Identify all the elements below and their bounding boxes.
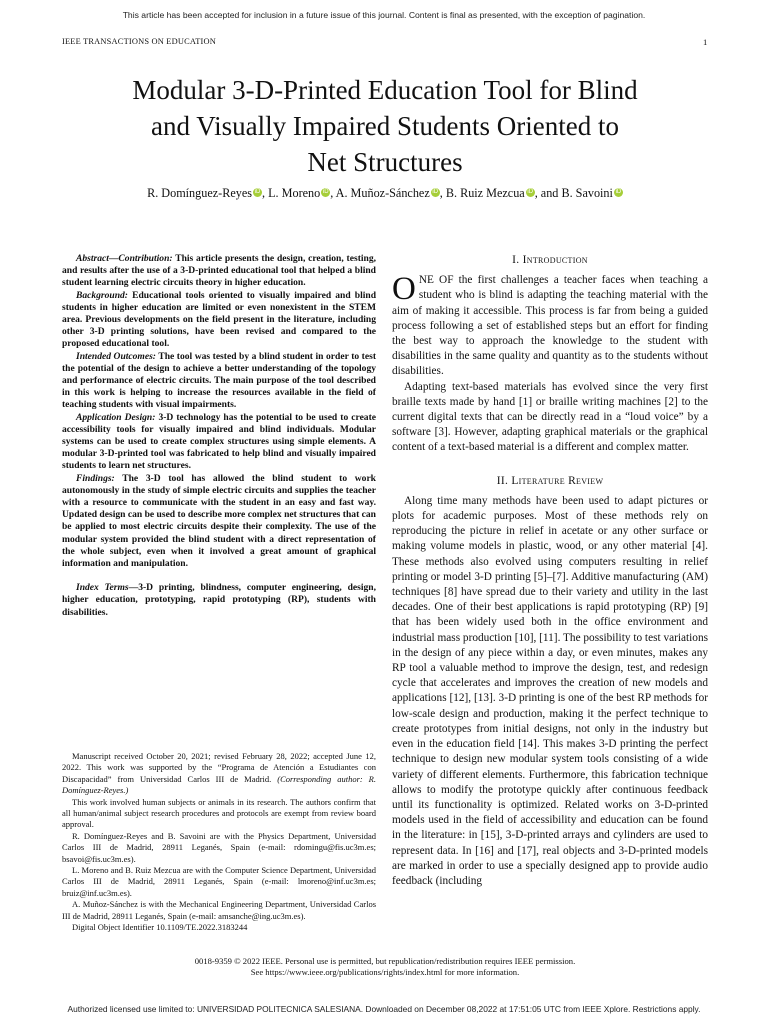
- author-name: , and B. Savoini: [534, 186, 613, 200]
- footnotes: [62, 751, 376, 934]
- abstract-outcomes: Intended Outcomes: The tool was tested by a blind student in order to test the potential of the design to achieve a better understanding of the topology and performance of electric circuits. The main purpose of the tool described in this work is helping to increase the resources available in the field of teaching students with visual impairments.: [62, 350, 376, 411]
- running-head: IEEE TRANSACTIONS ON EDUCATION: [62, 37, 217, 46]
- footnote-affiliation: A. Muñoz-Sánchez is with the Mechanical Engineering Department, Universidad Carlos III de Madrid, 28911 Leganés, Spain (e-mail: amsanche@ing.uc3m.es).: [62, 899, 376, 921]
- title-line-1: Modular 3-D-Printed Education Tool for Blind: [132, 75, 638, 105]
- copyright-notice: [60, 956, 710, 978]
- orcid-icon[interactable]: iD: [527, 189, 534, 195]
- orcid-icon[interactable]: iD: [254, 189, 261, 195]
- page-number: 1: [703, 37, 708, 47]
- abstract-design: Application Design: 3-D technology has the potential to be used to create accessibility tools for visually impaired and blind individuals. Modular systems can be used to create complex structures using simple elements. A modular 3-D-printed tool was fabricated to help blind and visually impaired students to learn net structures.: [62, 411, 376, 472]
- footnote-ethics: This work involved human subjects or animals in its research. The authors confirm that all human/animal subject research procedures and protocols are exempt from review board approval.: [62, 796, 376, 830]
- footnote-affiliation: R. Domínguez-Reyes and B. Savoini are with the Physics Department, Universidad Carlos III de Madrid, 28911 Leganés, Spain (e-mail: rdomingu@fis.uc3m.es; bsavoi@fis.uc3m.es).: [62, 830, 376, 864]
- author-name: , A. Muñoz-Sánchez: [330, 186, 430, 200]
- copyright-line: 0018-9359 © 2022 IEEE. Personal use is permitted, but republication/redistribution requires IEEE permission.: [194, 956, 576, 966]
- section-heading-introduction: I. Introduction: [512, 254, 588, 266]
- abstract-contribution: Abstract—Contribution: This article presents the design, creation, testing, and results after the use of a 3-D-printed educational tool that helped a blind student learning electric circuits theory in higher education.: [62, 253, 376, 289]
- orcid-icon[interactable]: iD: [432, 189, 439, 195]
- paper-title: [60, 72, 710, 180]
- author-list: [60, 186, 710, 201]
- drop-cap: O: [392, 271, 416, 308]
- abstract-findings: Findings: The 3-D tool has allowed the blind student to work autonomously in the study of simple electric circuits and supplies the teacher with a resource to communicate with the student in an easy and fast way. Updated design can be used to describe more complex net structures that can be applied to most electric circuits despite their complexity. The use of the modular system provided the blind student with a direct representation of the whole subject, even when it involved a great amount of graphical information and manipulation.: [62, 472, 376, 570]
- abstract-background: Background: Educational tools oriented to visually impaired and blind students in higher education are limited or even nonexistent in the STEM area. Previous developments on the field present in the literature, including other 3-D printing solutions, have been revised and compared to the proposed educational tool.: [62, 289, 376, 350]
- abstract-lead: Abstract—Contribution:: [76, 253, 173, 264]
- author-name: , B. Ruiz Mezcua: [439, 186, 525, 200]
- section-heading-literature-review: II. Literature Review: [496, 474, 604, 487]
- body-column: [392, 253, 708, 889]
- orcid-icon[interactable]: iD: [615, 189, 622, 195]
- index-terms: Index Terms—3-D printing, blindness, computer engineering, design, higher education, prototyping, rapid prototyping (RP), students with disabilities.: [62, 582, 376, 618]
- footnote-manuscript: Manuscript received October 20, 2021; revised February 28, 2022; accepted June 12, 2022. This work was supported by the “Programa de Atención a Estudiantes con Discapacidad” from Universidad Carlos III de Madrid. (Corresponding author: R. Domínguez-Reyes.): [62, 751, 376, 796]
- literature-paragraph: Along time many methods have been used to adapt pictures or plots for academic purposes. Most of these methods rely on reproducing the picture in relief in acetate or any other surface or making volume models in plastic, wood, or any other material [4]. These methods also evolved using computers resulting in relief printing or model 3-D printing [5]–[7]. Additive manufacturing (AM) techniques [8] have spread due to their variety and utility in the last decades. One of their best applications is rapid prototyping (RP) [9] that has been widely used both in the office environment and industrial mass production [10], [11]. The possibility to test variations in the design of any piece within a day, or even minutes, makes any RP tool a valuable method to improve the design, test, and redesign cycle that accelerates and improves the creation of new models and applications [12], [13]. 3-D printing is one of the best RP methods for low-scale design and production, making it the perfect technique to create prototypes from initial designs, not only in the industry but even in the education field [14]. This makes 3-D printing the perfect technique to design new modular system tools consisting of a wide variety of different elements. Furthermore, this fabrication technique allows to modify the prototype quickly after continuous feedback until its functionality is optimized. Related works on 3-D-printed models used in the field of accessibility and education can be found in the literature: in [15], 3-D-printed arrays and cylinders are used to represent data. In [16] and [17], real objects and 3-D-printed models are marked in order to use a specially designed app to provide audio feedback (including: [392, 494, 708, 887]
- abstract-column: [62, 253, 376, 619]
- permissions-link[interactable]: See https://www.ieee.org/publications/rights/index.html for more information.: [250, 967, 520, 977]
- author-name: R. Domínguez-Reyes: [147, 186, 253, 200]
- footnote-affiliation: L. Moreno and B. Ruiz Mezcua are with the Computer Science Department, Universidad Carlos III de Madrid, 28911 Leganés, Spain (e-mail: lmoreno@inf.uc3m.es; bruiz@inf.uc3m.es).: [62, 865, 376, 898]
- intro-paragraph: Adapting text-based materials has evolved since the very first braille texts made by hand [1] or braille writing machines [2] to the current digital texts that can be directly read in a “loud voice” by a software [3]. However, adapting graphical materials or the graphical content of a text-based material is a different and complex matter.: [392, 380, 708, 454]
- author-name: , L. Moreno: [262, 186, 321, 200]
- footnote-doi: Digital Object Identifier 10.1109/TE.2022.3183244: [72, 922, 248, 933]
- license-notice: Authorized licensed use limited to: UNIVERSIDAD POLITECNICA SALESIANA. Downloaded on December 08,2022 at 17:51:05 UTC from IEEE Xplore. Restrictions apply.: [67, 1004, 701, 1014]
- acceptance-notice: This article has been accepted for inclusion in a future issue of this journal. Content is final as presented, with the exception of pagination.: [122, 10, 646, 20]
- intro-paragraph: ONE OF the first challenges a teacher faces when teaching a student who is blind is adapting the teaching material with the aim of making it accessible. This process is far from being a guided process following a set of established steps but an effort for finding the best way to approach the knowledge to the student with disabilities in the same quality and quantity as to the students without disabilities.: [392, 271, 708, 378]
- orcid-icon[interactable]: iD: [322, 189, 329, 195]
- title-line-3: Net Structures: [307, 147, 463, 177]
- title-line-2: and Visually Impaired Students Oriented to: [150, 111, 620, 141]
